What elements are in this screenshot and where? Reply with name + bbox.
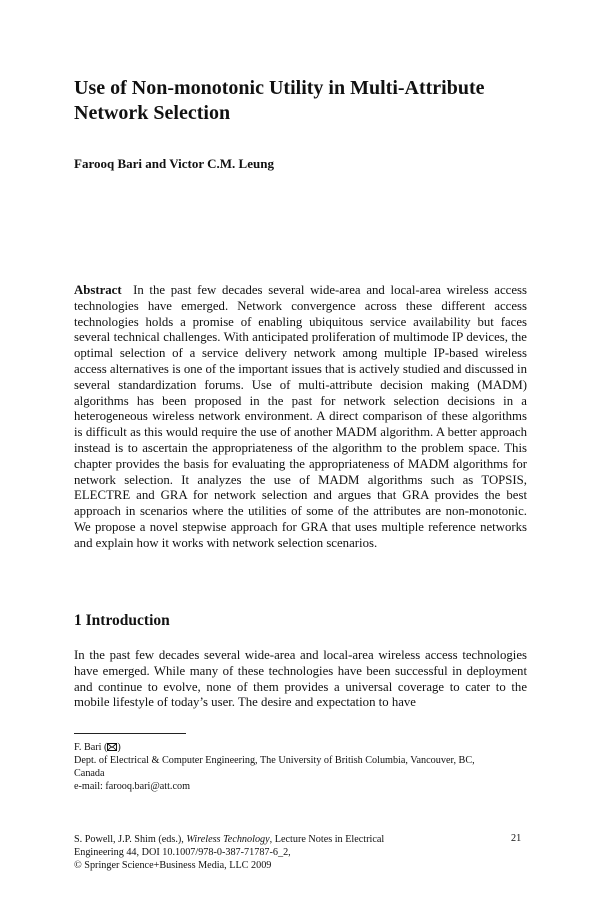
abstract-text: In the past few decades several wide-area and local-area wireless access technologies have emerged. Network convergence across these different access technologies holds a promise of enabling ubiquitous service availability but faces several technical challenges. With anticipated proliferation of multimode IP devices, the optimal selection of a service delivery network among multiple IP-based wireless access alternatives is one of the important issues that is actively studied and discussed in several standardization forums. Use of multi-attribute decision making (MADM) algorithms has been proposed in the past for network selection decisions in a heterogeneous wireless network environment. A direct comparison of these algorithms is difficult as this would require the use of another MADM algorithm. A better approach instead is to ascertain the appropriateness of the algorithm to the problem space. This chapter provides the basis for evaluating the appropriateness of MADM algorithms for network selection. It analyzes the use of MADM algorithms such as TOPSIS, ELECTRE and GRA for network selection and argues that GRA provides the best approach in scenarios where the utilities of some of the attributes are non-monotonic. We propose a novel stepwise approach for GRA that uses multiple reference networks and explain how it works with network selection scenarios. [74,283,527,550]
section-heading: 1 Introduction [74,612,170,629]
footnote-country: Canada [74,768,105,779]
citation-line-2: Engineering 44, DOI 10.1007/978-0-387-71787-6_2, [74,847,291,858]
citation-line-3: © Springer Science+Business Media, LLC 2009 [74,860,272,871]
abstract [74,283,527,552]
footnote-dept: Dept. of Electrical & Computer Engineering, The University of British Columbia, Vancouver, BC, [74,755,475,766]
paper-title: Use of Non-monotonic Utility in Multi-Attribute Network Selection [74,77,485,124]
footnote-author-close: ) [117,742,121,753]
footnote-divider [74,733,186,734]
footnote-author-line [74,741,534,754]
envelope-icon [107,743,117,751]
citation-editors: S. Powell, J.P. Shim (eds.), [74,834,187,845]
citation-footer [74,833,474,872]
page-number: 21 [511,833,522,844]
citation-book-title: Wireless Technology [186,834,270,845]
abstract-label: Abstract [74,283,122,297]
section-text: In the past few decades several wide-area and local-area wireless access technologies have emerged. While many of these technologies have been successful in deployment and continue to evolve, none of them provides a universal coverage to cater to the mobile lifestyle of today’s user. The desire and expectation to have [74,648,527,710]
footnote [74,741,534,793]
footnote-email: e-mail: farooq.bari@att.com [74,781,191,792]
citation-line-1 [74,833,474,846]
paper-authors: Farooq Bari and Victor C.M. Leung [74,156,274,171]
citation-series: , Lecture Notes in Electrical [269,834,385,845]
footnote-author: F. Bari ( [74,742,108,753]
